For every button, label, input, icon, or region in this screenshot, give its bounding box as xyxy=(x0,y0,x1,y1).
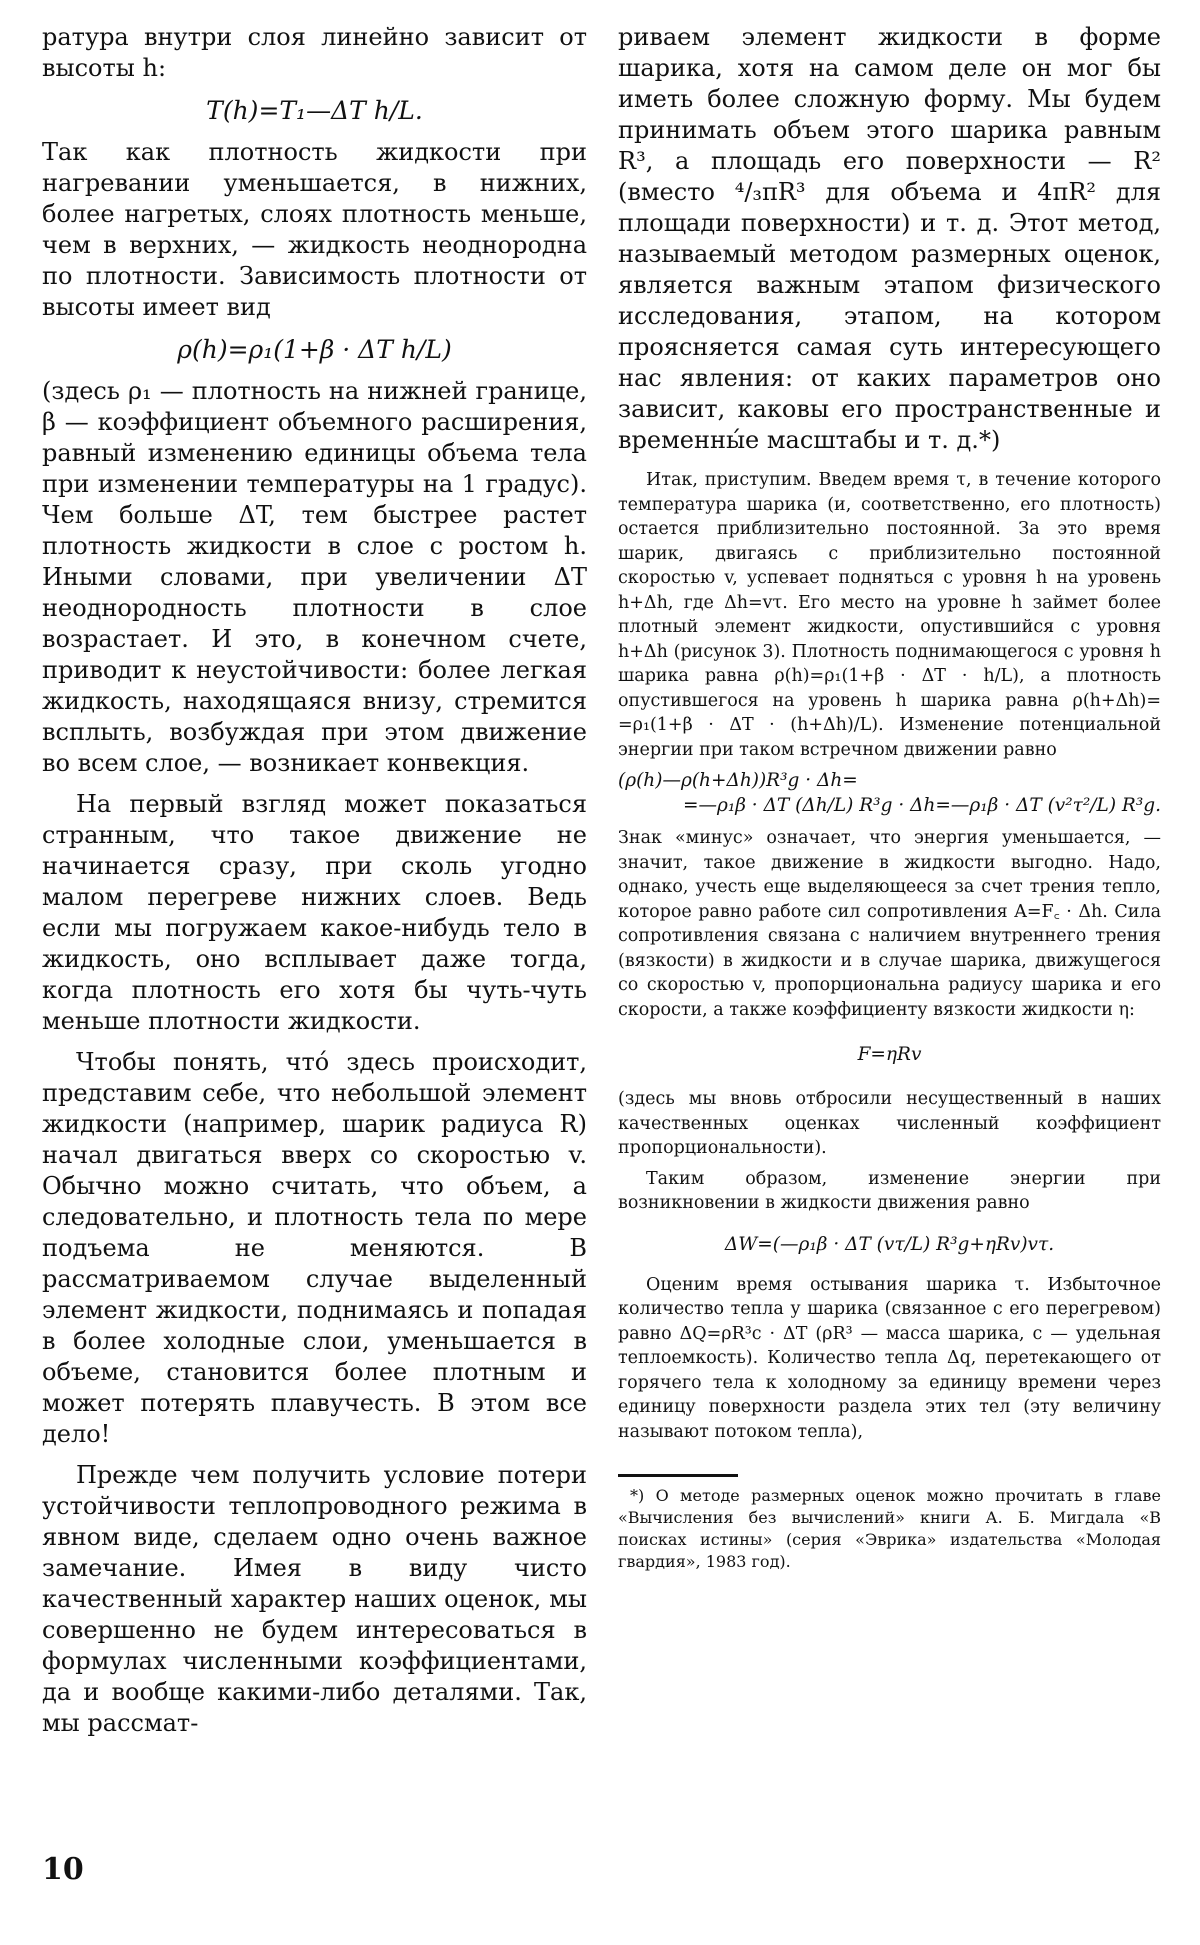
paragraph: (здесь ρ₁ — плотность на нижней границе, β — коэффициент объемного расширения, равный изменению единицы объема тела при изменении температуры на 1 градус). Чем больше ΔT, тем быстрее растет плотность жидкости в слое с ростом h. Иными словами, при увеличении ΔT неоднородность плотности в слое возрастает. И это, в конечном счете, приводит к неустойчивости: более легкая жидкость, находящаяся внизу, стремится всплыть, возбуждая при этом движение во всем слое, — возникает конвекция. xyxy=(42,377,587,777)
footnote-separator xyxy=(618,1474,738,1477)
paragraph: Знак «минус» означает, что энергия уменьшается, — значит, такое движение в жидкости выгодно. Надо, однако, учесть еще выделяющееся за счет трения тепло, которое равно работе сил сопротивления A=F꜀ · Δh. Сила сопротивления связана с наличием внутреннего трения (вязкости) в жидкости и в случае шарика, движущегося со скоростью v, пропорциональна радиусу шарика и его скорости, а также коэффициенту вязкости жидкости η: xyxy=(618,828,1161,1020)
page-number: 10 xyxy=(42,1852,84,1887)
paragraph: ратура внутри слоя линейно зависит от высоты h: xyxy=(42,23,587,82)
equation-total-energy: ΔW=(—ρ₁β · ΔT (vτ/L) R³g+ηRv)vτ. xyxy=(724,1233,1055,1255)
right-column xyxy=(618,22,1161,1573)
paragraph: Итак, приступим. Введем время τ, в течение которого температура шарика (и, соответственно, его плотность) остается приблизительно постоянной. За это время шарик, двигаясь с приблизительно постоянной скоростью v, успевает подняться с уровня h на уровень h+Δh, где Δh=vτ. Его место на уровне h займет более плотный элемент жидкости, опустившийся с уровня h+Δh (рисунок 3). Плотность поднимающегося с уровня h шарика равна ρ(h)=ρ₁(1+β · ΔT · h/L), а плотность опустившегося на уровень h шарика равна ρ(h+Δh)= =ρ₁(1+β · ΔT · (h+Δh)/L). Изменение потенциальной энергии при таком встречном движении равно xyxy=(618,470,1161,760)
paragraph: Прежде чем получить условие потери устойчивости теплопроводного режима в явном виде, сделаем одно очень важное замечание. Имея в виду чисто качественный характер наших оценок, мы совершенно не будем интересоваться в формулах численными коэффициентами, да и вообще какими-либо деталями. Так, мы рассмат- xyxy=(42,1461,587,1737)
paragraph: риваем элемент жидкости в форме шарика, хотя на самом деле он мог бы иметь более сложную форму. Мы будем принимать объем этого шарика равным R³, а площадь его поверхности — R² (вместо ⁴/₃πR³ для объема и 4πR² для площади поверхности) и т. д. Этот метод, называемый методом размерных оценок, является важным этапом физического исследования, этапом, на котором проясняется самая суть интересующего нас явления: от каких параметров оно зависит, каковы его пространственные и временны́е масштабы и т. д.*) xyxy=(618,23,1161,454)
equation-energy-change-line2: =—ρ₁β · ΔT (Δh/L) R³g · Δh=—ρ₁β · ΔT (v²τ²/L) R³g. xyxy=(682,795,1161,816)
paragraph: На первый взгляд может показаться странным, что такое движение не начинается сразу, при сколь угодно малом перегреве нижних слоев. Ведь если мы погружаем какое-нибудь тело в жидкость, оно всплывает даже тогда, когда плотность его хотя бы чуть-чуть меньше плотности жидкости. xyxy=(42,790,587,1035)
paragraph: (здесь мы вновь отбросили несущественный в наших качественных оценках численный коэффициент пропорциональности). xyxy=(618,1089,1161,1158)
paragraph: Так как плотность жидкости при нагревании уменьшается, в нижних, более нагретых, слоях плотность меньше, чем в верхних, — жидкость неоднородна по плотности. Зависимость плотности от высоты имеет вид xyxy=(42,138,587,321)
left-column xyxy=(42,22,587,1739)
equation-energy-change-line1: (ρ(h)—ρ(h+Δh))R³g · Δh= xyxy=(618,770,858,791)
equation-density: ρ(h)=ρ₁(1+β · ΔT h/L) xyxy=(177,335,452,364)
paragraph: Чтобы понять, что́ здесь происходит, представим себе, что небольшой элемент жидкости (например, шарик радиуса R) начал двигаться вверх со скоростью v. Обычно можно считать, что объем, а следовательно, и плотность тела по мере подъема не меняются. В рассматриваемом случае выделенный элемент жидкости, поднимаясь и попадая в более холодные слои, уменьшается в объеме, становится более плотным и может потерять плавучесть. В этом все дело! xyxy=(42,1048,587,1448)
paragraph: Таким образом, изменение энергии при возникновении в жидкости движения равно xyxy=(618,1168,1161,1213)
paragraph: Оценим время остывания шарика τ. Избыточное количество тепла у шарика (связанное с его перегревом) равно ΔQ=ρR³c · ΔT (ρR³ — масса шарика, c — удельная теплоемкость). Количество тепла Δq, перетекающего от горячего тела к холодному за единицу времени через единицу поверхности раздела этих тел (эту величину называют потоком тепла), xyxy=(618,1274,1161,1442)
footnote: *) О методе размерных оценок можно прочитать в главе «Вычисления без вычислений» книги А. Б. Мигдала «В поисках истины» (серия «Эврика» издательства «Молодая гвардия», 1983 год). xyxy=(618,1486,1161,1571)
equation-temperature: T(h)=T₁—ΔT h/L. xyxy=(206,96,423,125)
equation-friction-force: F=ηRv xyxy=(857,1044,922,1065)
